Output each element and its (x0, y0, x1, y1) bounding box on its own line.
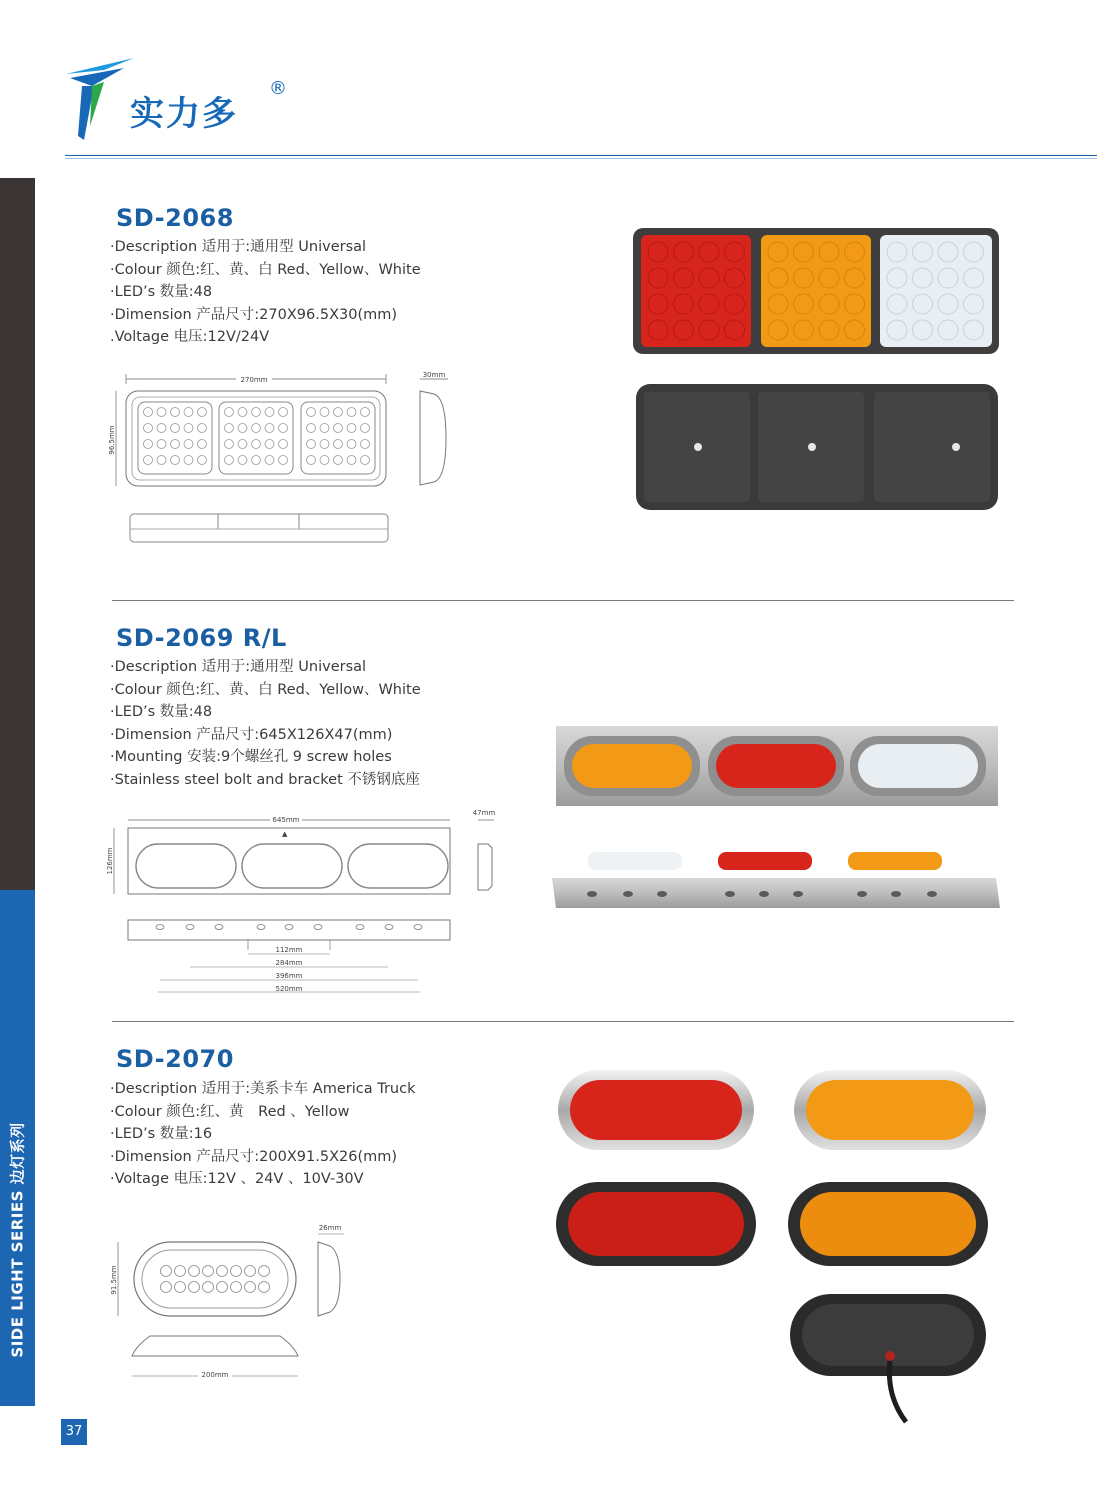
dim-depth: 30mm (422, 371, 446, 379)
spec-description: ·Description 适用于:通用型 Universal (110, 659, 367, 675)
product-title: SD-2069 R/L (116, 624, 287, 652)
spec-leds: ·LED’s 数量:48 (110, 704, 213, 721)
dim-length: 200mm (201, 1371, 229, 1379)
dim-hole-112: 112mm (275, 946, 303, 954)
screw-hole (587, 891, 597, 897)
product-title: SD-2068 (116, 204, 234, 232)
dim-hole-396: 396mm (275, 972, 303, 980)
header-rule (65, 155, 1097, 156)
spec-colour: ·Colour 颜色:红、黄、白 Red、Yellow、White (110, 681, 421, 698)
spec-colour: ·Colour 颜色:红、黄 Red 、Yellow (110, 1103, 350, 1120)
section-divider (112, 600, 1014, 601)
technical-drawing-sd2069 (104, 806, 504, 996)
spec-leds: ·LED’s 数量:16 (110, 1126, 213, 1143)
dim-hole-284: 284mm (275, 959, 303, 967)
spec-mounting: ·Mounting 安装:9个螺丝孔 9 screw holes (110, 749, 392, 766)
dim-height: 126mm (106, 847, 114, 875)
product-specs (110, 236, 421, 349)
product-specs (110, 656, 421, 792)
spec-bracket: ·Stainless steel bolt and bracket 不锈钢底座 (110, 771, 420, 788)
screw-hole (759, 891, 769, 897)
dim-height: 91.5mm (110, 1265, 118, 1295)
section-divider (112, 1021, 1014, 1022)
spec-description: ·Description 适用于:美系卡车 America Truck (110, 1081, 416, 1097)
product-photo-sd2068 (630, 224, 1004, 516)
dim-depth: 47mm (472, 809, 496, 817)
dim-depth: 26mm (318, 1224, 342, 1232)
product-photo-sd2070 (550, 1066, 1000, 1436)
header-rule-secondary (65, 158, 1097, 159)
series-label: SIDE LIGHT SERIES 边灯系列 (8, 1122, 27, 1358)
screw-hole (725, 891, 735, 897)
product-specs (110, 1078, 415, 1191)
screw-hole (657, 891, 667, 897)
page-number: 37 (61, 1419, 87, 1445)
spec-voltage: .Voltage 电压:12V/24V (110, 329, 270, 346)
dim-height: 96.5mm (108, 425, 116, 455)
brand-name: 实力多 (130, 94, 238, 134)
spec-dimension: ·Dimension 产品尺寸:270X96.5X30(mm) (110, 306, 398, 323)
technical-drawing-sd2068 (108, 368, 468, 550)
screw-hole (623, 891, 633, 897)
screw-hole (793, 891, 803, 897)
dim-hole-520: 520mm (275, 985, 303, 993)
spec-dimension: ·Dimension 产品尺寸:645X126X47(mm) (110, 726, 393, 743)
registered-mark: ® (269, 78, 287, 99)
product-title: SD-2070 (116, 1045, 234, 1073)
spec-leds: ·LED’s 数量:48 (110, 284, 213, 301)
screw-hole (857, 891, 867, 897)
dim-length: 645mm (272, 816, 300, 824)
brand-logo-icon (64, 56, 136, 142)
spec-voltage: ·Voltage 电压:12V 、24V 、10V-30V (110, 1171, 364, 1188)
side-band-dark (0, 178, 35, 890)
spec-colour: ·Colour 颜色:红、黄、白 Red、Yellow、White (110, 261, 421, 278)
technical-drawing-sd2070 (108, 1222, 368, 1384)
screw-hole (891, 891, 901, 897)
spec-description: ·Description 适用于:通用型 Universal (110, 239, 367, 255)
brand-logo (64, 56, 304, 146)
screw-hole (927, 891, 937, 897)
dim-length: 270mm (240, 376, 268, 384)
product-photo-sd2069 (552, 718, 1000, 916)
spec-dimension: ·Dimension 产品尺寸:200X91.5X26(mm) (110, 1148, 398, 1165)
drawing-logo-mark: ▲ (282, 830, 288, 838)
